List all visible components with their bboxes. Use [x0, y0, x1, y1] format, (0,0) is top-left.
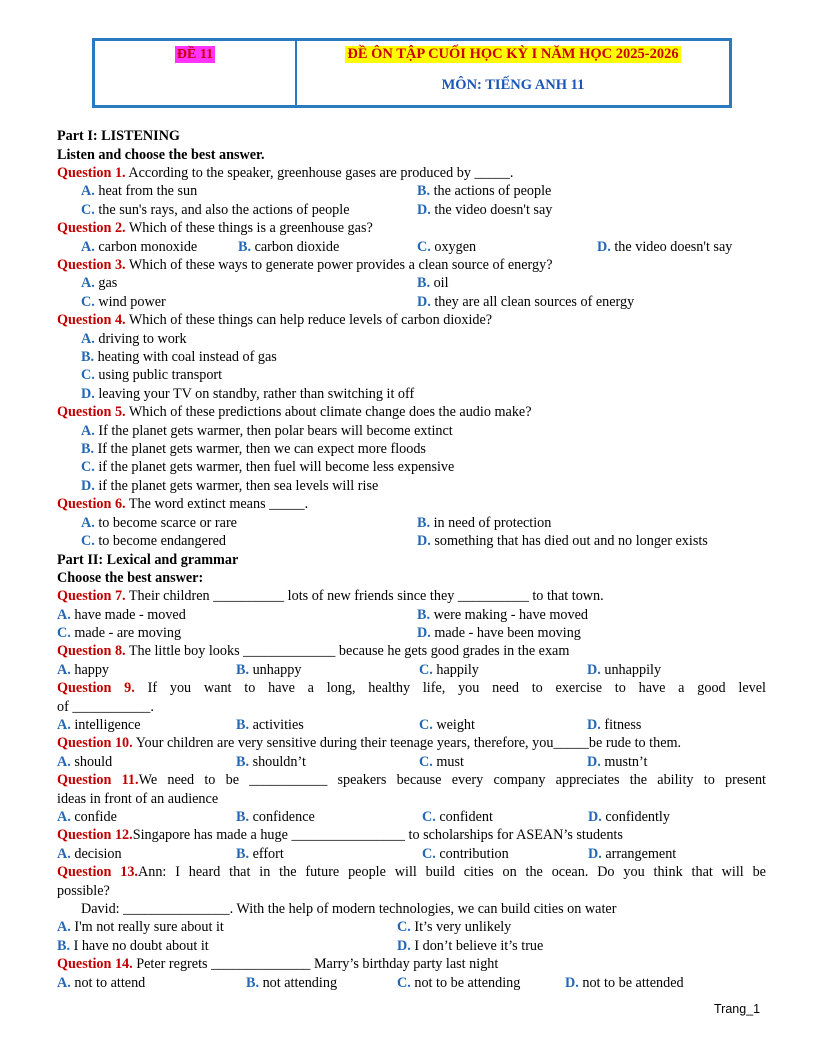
q1-option-d: D. the video doesn't say	[417, 202, 553, 218]
q8-options: A. happy B. unhappy C. happily D. unhappily	[57, 662, 662, 678]
q5-option-d: D. if the planet gets warmer, then sea levels will rise	[81, 478, 379, 494]
q5-option-c: C. if the planet gets warmer, then fuel will become less expensive	[81, 459, 455, 475]
question-1: Question 1. According to the speaker, greenhouse gases are produced by _____.	[57, 165, 514, 181]
question-6: Question 6. The word extinct means _____.	[57, 496, 309, 512]
q4-option-d: D. leaving your TV on standby, rather than switching it off	[81, 386, 415, 402]
q7-options-row1: A. have made - moved B. were making - have moved	[57, 607, 588, 623]
q13-options-row1: A. I'm not really sure about it C. It’s very unlikely	[57, 919, 512, 935]
q1-option-a: A. heat from the sun	[81, 183, 198, 199]
q4-option-a: A. driving to work	[81, 331, 187, 347]
q6-options-row2: C. to become endangered D. something that has died out and no longer exists	[81, 533, 708, 549]
q11-options: A. confide B. confidence C. confident D. confidently	[57, 809, 670, 825]
exam-title: ĐỀ ÔN TẬP CUỐI HỌC KỲ I NĂM HỌC 2025-2026	[347, 46, 679, 62]
question-10: Question 10. Your children are very sensitive during their teenage years, therefore, you_____be rude to them.	[57, 735, 682, 751]
exam-code: ĐỀ 11	[176, 47, 214, 62]
question-9-cont: of ___________.	[57, 699, 154, 715]
question-11-cont: ideas in front of an audience	[57, 791, 219, 807]
q3-options-row2: C. wind power D. they are all clean sources of energy	[81, 294, 635, 310]
part2-instruction: Choose the best answer:	[57, 570, 204, 586]
q6-options-row1: A. to become scarce or rare B. in need of protection	[81, 515, 552, 531]
question-3: Question 3. Which of these ways to generate power provides a clean source of energy?	[57, 257, 553, 273]
question-11: Question 11.We need to be ___________ speakers because every company appreciates the ability to present	[57, 772, 766, 788]
question-14: Question 14. Peter regrets ______________ Marry’s birthday party last night	[57, 956, 499, 972]
q3-options-row1: A. gas B. oil	[81, 275, 449, 291]
exam-subject: MÔN: TIẾNG ANH 11	[441, 77, 585, 93]
question-13: Question 13.Ann: I heard that in the future people will build cities on the ocean. Do you think that will be	[57, 864, 766, 880]
question-2: Question 2. Which of these things is a greenhouse gas?	[57, 220, 373, 236]
q12-options: A. decision B. effort C. contribution D. arrangement	[57, 846, 677, 862]
part1-instruction: Listen and choose the best answer.	[57, 147, 265, 163]
q7-options-row2: C. made - are moving D. made - have been moving	[57, 625, 581, 641]
q4-option-b: B. heating with coal instead of gas	[81, 349, 277, 365]
q4-option-c: C. using public transport	[81, 367, 223, 383]
question-13-cont: possible?	[57, 883, 110, 899]
q13-options-row2: B. I have no doubt about it D. I don’t believe it’s true	[57, 938, 544, 954]
question-13-dialogue: David: _______________. With the help of modern technologies, we can build cities on water	[81, 901, 617, 917]
page-number: Trang_1	[714, 1002, 761, 1016]
q14-options: A. not to attend B. not attending C. not to be attending D. not to be attended	[57, 975, 684, 991]
q1-option-b: B. the actions of people	[417, 183, 552, 199]
q1-options-row1	[0, 182, 816, 201]
question-5: Question 5. Which of these predictions about climate change does the audio make?	[57, 404, 532, 420]
question-12: Question 12.Singapore has made a huge ________________ to scholarships for ASEAN’s students	[57, 827, 623, 843]
exam-code-cell	[95, 41, 297, 105]
q10-options: A. should B. shouldn’t C. must D. mustn’t	[57, 754, 648, 770]
q9-options: A. intelligence B. activities C. weight D. fitness	[57, 717, 642, 733]
exam-title-cell	[297, 41, 729, 105]
question-9: Question 9. If you want to have a long, healthy life, you need to exercise to have a good level	[57, 680, 766, 696]
exam-header	[92, 38, 732, 108]
q5-option-b: B. If the planet gets warmer, then we can expect more floods	[81, 441, 426, 457]
question-8: Question 8. The little boy looks _____________ because he gets good grades in the exam	[57, 643, 570, 659]
question-7: Question 7. Their children __________ lots of new friends since they __________ to that town.	[57, 588, 604, 604]
q5-option-a: A. If the planet gets warmer, then polar bears will become extinct	[81, 423, 453, 439]
part2-title: Part II: Lexical and grammar	[57, 552, 239, 568]
part1-title: Part I: LISTENING	[57, 128, 180, 144]
q1-option-c: C. the sun's rays, and also the actions of people	[81, 202, 350, 218]
q2-options: A. carbon monoxide B. carbon dioxide C. oxygen D. the video doesn't say	[81, 239, 733, 255]
q1-options-row2	[0, 201, 816, 220]
question-4: Question 4. Which of these things can help reduce levels of carbon dioxide?	[57, 312, 493, 328]
